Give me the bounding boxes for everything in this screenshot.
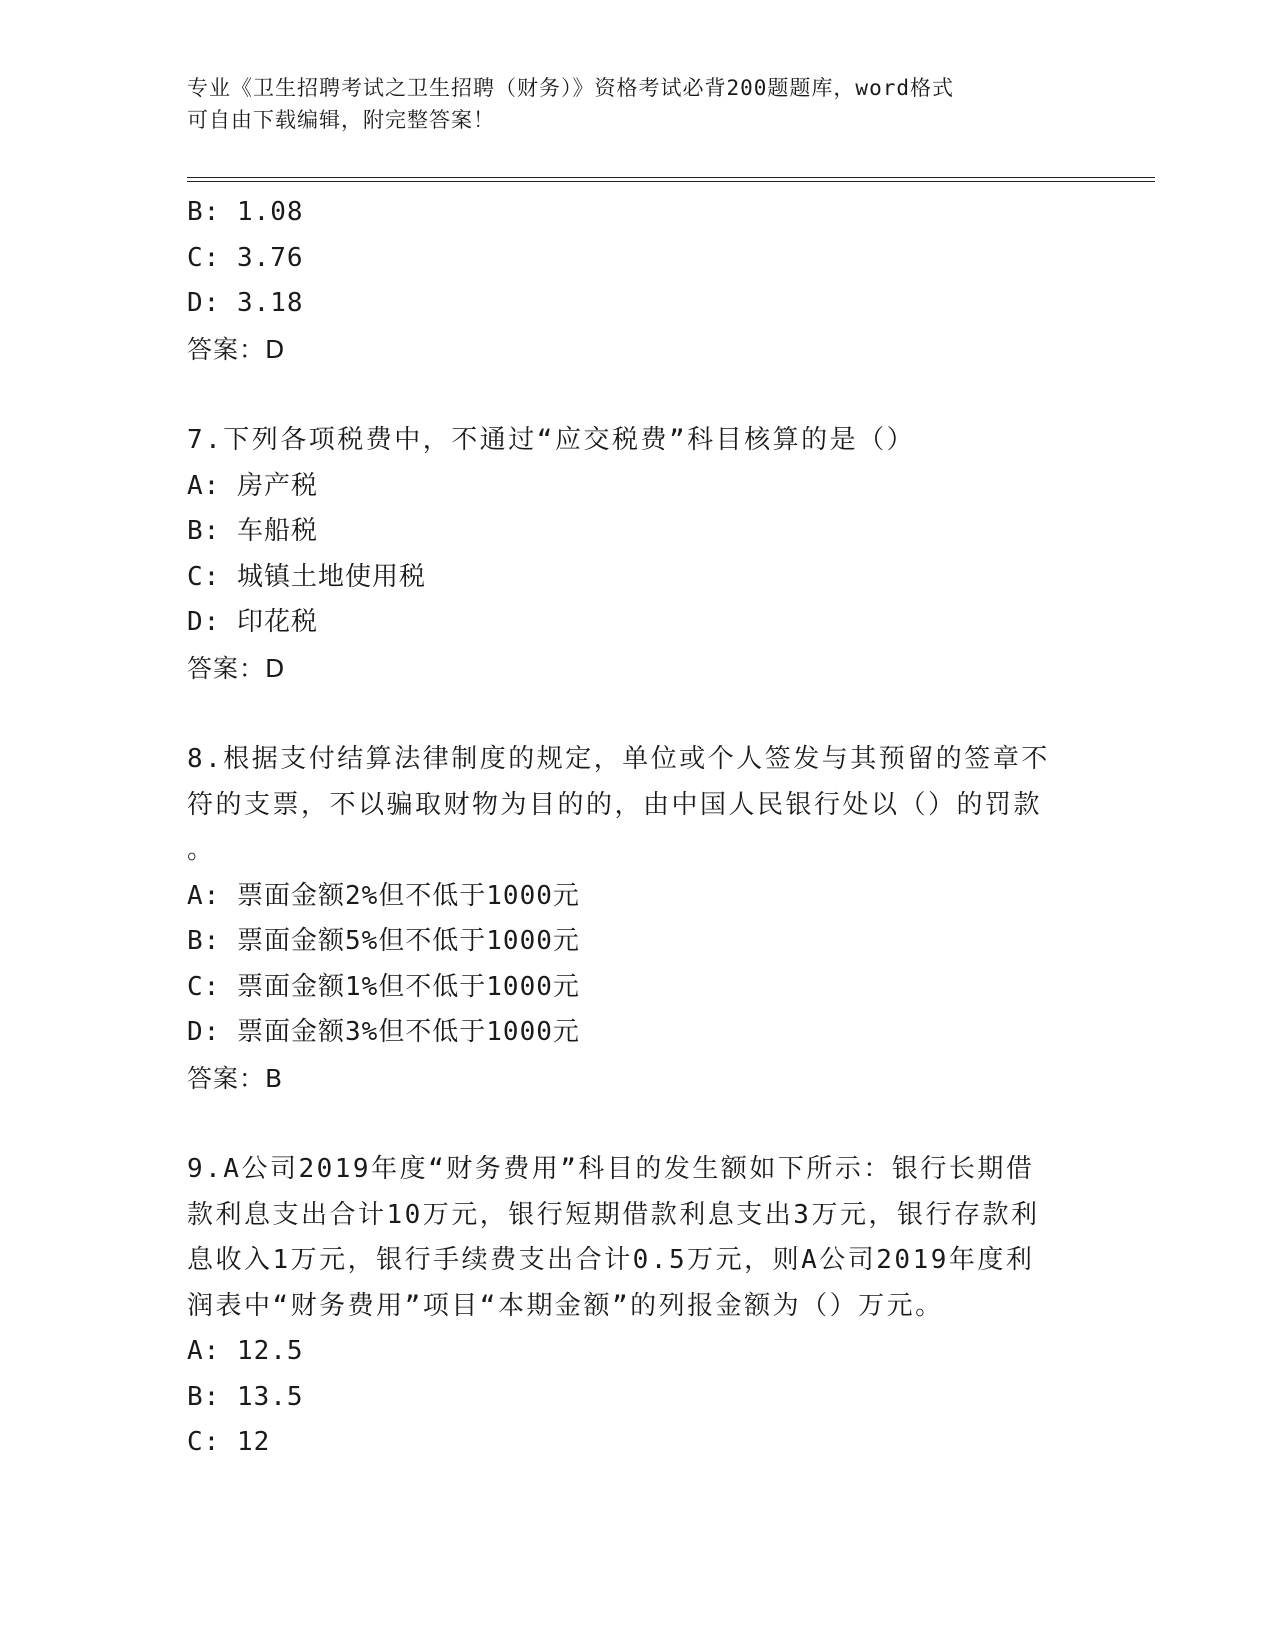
question-stem-line-3: 息收入1万元，银行手续费支出合计0.5万元，则A公司2019年度利 — [187, 1245, 1035, 1275]
question-7-block — [187, 418, 1087, 691]
question-stem: 7.下列各项税费中，不通过“应交税费”科目核算的是（） — [187, 425, 916, 455]
spacer — [187, 691, 1087, 737]
header-line-2: 可自由下载编辑，附完整答案！ — [187, 108, 495, 132]
answer-line: 答案：D — [187, 334, 286, 364]
option-c: C: 票面金额1%但不低于1000元 — [187, 971, 580, 1002]
question-8-block — [187, 737, 1087, 1101]
option-b: B: 票面金额5%但不低于1000元 — [187, 926, 580, 956]
question-stem-line-1: 9.A公司2019年度“财务费用”科目的发生额如下所示：银行长期借 — [187, 1154, 1035, 1184]
question-content — [187, 190, 1087, 1466]
question-stem-line-2: 款利息支出合计10万元，银行短期借款利息支出3万元，银行存款利 — [187, 1199, 1040, 1230]
header-divider-top — [187, 177, 1155, 178]
question-9-block — [187, 1147, 1087, 1466]
option-a: A: 房产税 — [187, 470, 318, 501]
option-d: D: 票面金额3%但不低于1000元 — [187, 1017, 580, 1047]
question-stem-line-2: 符的支票，不以骗取财物为目的的，由中国人民银行处以（）的罚款 — [187, 789, 1043, 820]
option-a: A: 12.5 — [187, 1336, 304, 1366]
question-stem-line-4: 润表中“财务费用”项目“本期金额”的列报金额为（）万元。 — [187, 1290, 944, 1321]
answer-line: 答案：D — [187, 653, 286, 683]
option-c: C: 12 — [187, 1427, 271, 1457]
spacer — [187, 1101, 1087, 1147]
option-d: D: 印花税 — [187, 607, 318, 637]
question-stem-line-1: 8.根据支付结算法律制度的规定，单位或个人签发与其预留的签章不 — [187, 744, 1050, 774]
spacer — [187, 372, 1087, 418]
option-c: C: 3.76 — [187, 242, 304, 273]
question-6-block — [187, 190, 1087, 372]
document-header — [187, 72, 1067, 136]
option-b: B: 车船税 — [187, 516, 318, 546]
option-b: B: 13.5 — [187, 1381, 304, 1412]
header-line-1: 专业《卫生招聘考试之卫生招聘（财务）》资格考试必背200题题库，word格式 — [187, 76, 954, 100]
question-stem-line-3: 。 — [187, 835, 216, 865]
option-a: A: 票面金额2%但不低于1000元 — [187, 880, 580, 911]
header-divider-bottom — [187, 181, 1155, 182]
option-b: B: 1.08 — [187, 197, 304, 227]
option-d: D: 3.18 — [187, 288, 304, 318]
answer-line: 答案：B — [187, 1063, 284, 1093]
option-c: C: 城镇土地使用税 — [187, 561, 426, 592]
